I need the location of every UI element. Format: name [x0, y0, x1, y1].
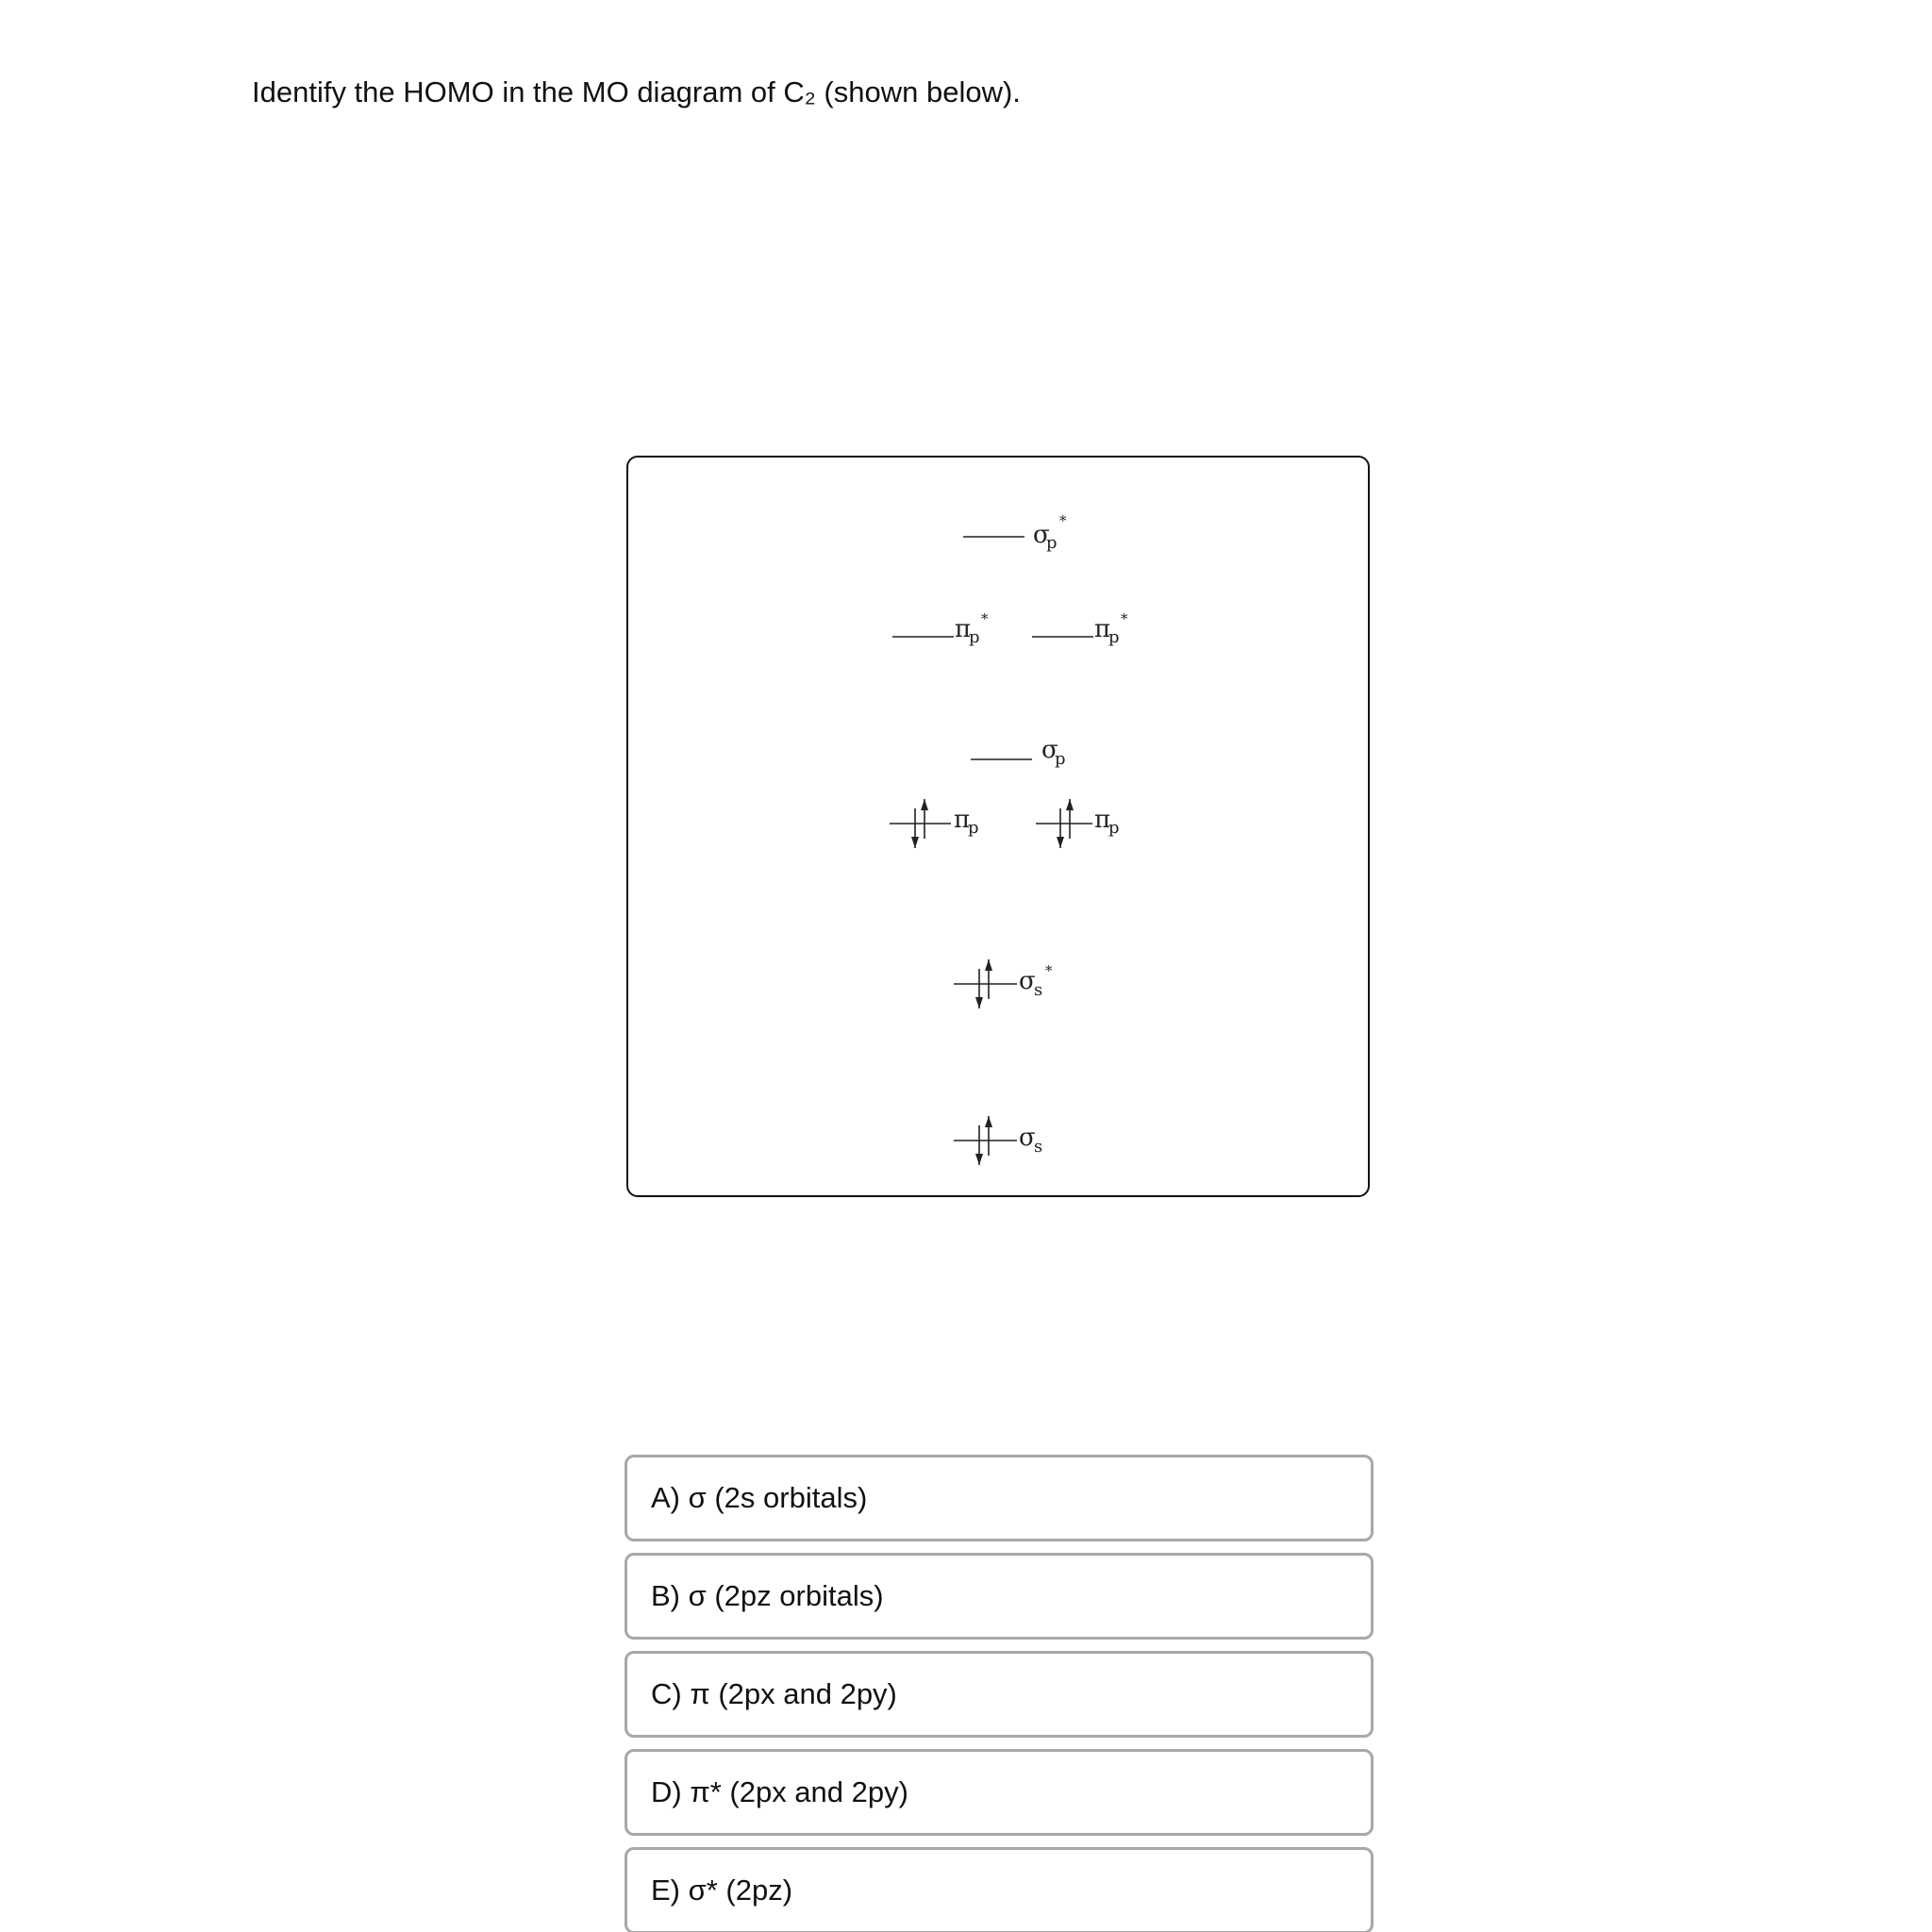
mo-level-pi-p-star-right: [1032, 610, 1128, 647]
mo-label-star: *: [1121, 610, 1128, 627]
mo-label-sub: p: [968, 818, 979, 838]
mo-level-sigma-s-star: [954, 959, 1053, 1008]
mo-label-sub: s: [1034, 980, 1043, 1000]
mo-label-main: π: [1094, 615, 1111, 643]
mo-level-sigma-p-star: [963, 512, 1067, 553]
mo-label-sub: s: [1034, 1137, 1043, 1157]
mo-level-pi-p-star-left: [892, 610, 989, 647]
mo-label-sub: p: [1108, 818, 1120, 838]
answer-choice-e[interactable]: E) σ* (2pz): [625, 1847, 1374, 1932]
answer-choice-d[interactable]: D) π* (2px and 2py): [625, 1749, 1374, 1836]
mo-level-sigma-p: [971, 736, 1066, 769]
mo-diagram: [628, 458, 1368, 1195]
mo-label-main: σ: [1041, 736, 1058, 764]
mo-label-sub: p: [1108, 627, 1120, 647]
answer-choice-c[interactable]: C) π (2px and 2py): [625, 1651, 1374, 1738]
answer-choices: [625, 1455, 1374, 1932]
mo-diagram-figure: [626, 456, 1370, 1197]
mo-label-star: *: [1045, 962, 1053, 979]
mo-label-star: *: [981, 610, 989, 627]
mo-label-sub: p: [1046, 533, 1058, 553]
mo-label-sub: p: [1055, 749, 1066, 769]
mo-level-sigma-s: [954, 1116, 1042, 1165]
mo-level-pi-p-right: [1036, 799, 1120, 848]
mo-label-main: σ: [1033, 521, 1050, 549]
answer-choice-b[interactable]: B) σ (2pz orbitals): [625, 1553, 1374, 1640]
mo-label-main: π: [955, 615, 972, 643]
mo-label-main: π: [954, 806, 971, 834]
question-text: Identify the HOMO in the MO diagram of C₂ (shown below).: [252, 75, 1021, 108]
mo-label-main: σ: [1019, 1124, 1036, 1152]
mo-label-main: σ: [1019, 967, 1036, 995]
answer-choice-a[interactable]: A) σ (2s orbitals): [625, 1455, 1374, 1541]
mo-label-sub: p: [969, 627, 980, 647]
mo-label-main: π: [1094, 806, 1111, 834]
mo-label-star: *: [1059, 512, 1067, 529]
mo-level-pi-p-left: [890, 799, 979, 848]
